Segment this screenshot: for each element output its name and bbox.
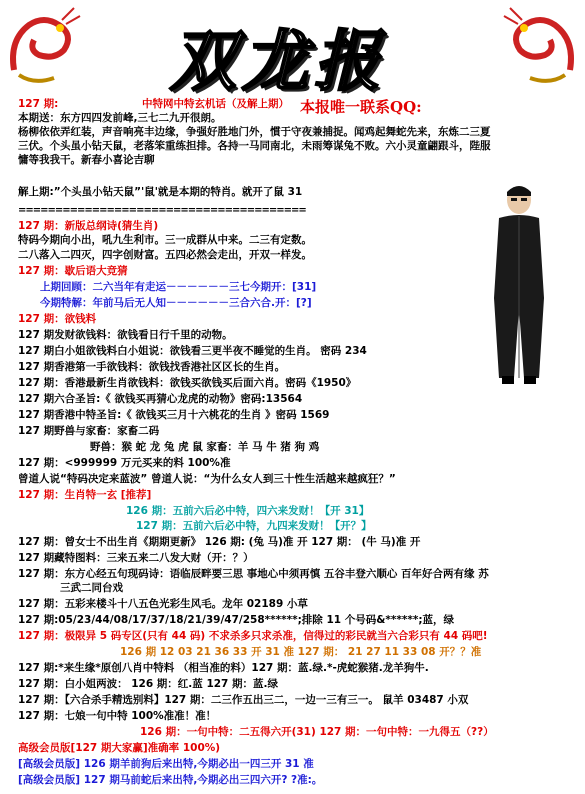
misc-line: 127 期：五彩来楼斗十八五色光彩生风毛。龙年 02189 小草 [18,598,308,610]
contact-qq: 本报唯一联系QQ: [300,98,422,116]
last-answer: 解上期:”个头虽小钻天鼠”'鼠'就是本期的特肖。就开了鼠 31 [18,186,303,198]
misc-line: 127 期藏特图料：三来五来二八发大财（开：？） [18,552,254,564]
misc-line: 127 期：曾女士不出生肖《期期更新》 126 期: (兔 马)准 开 127 期： (牛 马)准 开 [18,536,421,548]
zodiac-line-127: 127 期：五前六后必中特，九四来发财！【开？】 [136,520,372,532]
money-line: 127 期白小姐欲钱料白小姐说：欲钱看三更半夜不睡觉的生肖。 密码 234 [18,345,367,357]
money-line: 127 期香港中特圣旨:《 欲钱买三月十六桃花的生肖 》密码 1569 [18,409,330,421]
riddle-last-review: 上期回顾：二六当年有走运－－－－－－三七今期开：[31] [40,281,317,293]
misc-line: 126 期：一句中特：二五得六开(31) 127 期：一句中特：一九得五（??） [140,726,494,738]
money-line: 曾道人说“特码决定来蓝波” 曾道人说：“为什么女人到三十性生活越来越疯狂？” [18,473,396,485]
misc-line: 127 期：极限异 5 码专区(只有 44 码) 不求杀多只求杀准，信得过的彩民就当六合彩只有 44 码吧! [18,630,488,642]
intro-line-3: 三伏。个头虽小钻天鼠，老落笨重练担排。各持一马同南北，未雨筹谋兔不败。六小灵童翩跟斗，陛服 [18,140,491,152]
poem-line-1: 特码今期向小出，吼九生利市。三一成群从中来。二三有定数。 [18,234,312,246]
page-title: 双龙报 [170,22,386,100]
header-issue: 127 期: [18,98,59,110]
header-headline: 中特网中特玄机话（及解上期） [142,98,289,110]
person-image [484,178,554,388]
misc-line: 127 期:*来生缘*原创八肖中特料 （相当准的料）127 期：蓝.绿.*-虎蛇猴猪.龙羊狗牛. [18,662,429,674]
vip-line: [高级会员版] 127 期马前蛇后来出特,今期必出三四六开? ?准:。 [18,774,323,786]
poem-line-2: 二八落入二四灭，四字创财富。五四必然会走出，开双一样发。 [18,249,312,261]
money-line: 127 期野兽与家畜：家畜二码 [18,425,160,437]
misc-line: 126 期 12 03 21 36 33 开 31 准 127 期： 21 27 11 33 08 开？？准 [120,646,482,658]
money-line: 127 期：香港最新生肖欲钱料：欲钱买欲钱买后面六肖。密码《1950》 [18,377,357,389]
misc-line: 127 期：白小姐两波： 126 期：红.蓝 127 期：蓝.绿 [18,678,279,690]
misc-line: 三武二同台戏 [60,582,123,594]
zodiac-line-126: 126 期：五前六后必中特，四六来发财！【开 31】 [126,505,370,517]
riddle-heading: 127 期：歇后语大竞猜 [18,265,128,277]
money-heading: 127 期：欲钱料 [18,313,97,325]
money-line: 127 期香港第一手欲钱料：欲钱找香港社区区长的生肖。 [18,361,286,373]
money-line: 127 期发财欲钱料：欲钱看日行千里的动物。 [18,329,233,341]
misc-line: 127 期:05/23/44/08/17/37/18/21/39/47/258******;排除 11 个号码&******;蓝，绿 [18,614,455,626]
dragon-left-image [4,0,84,90]
zodiac-heading: 127 期：生肖特一玄 [推荐] [18,489,152,501]
money-line: 127 期：<999999 万元买来的料 100%准 [18,457,231,469]
intro-line-1: 本期送：东方四四发前峰,三七二九开很朗。 [18,112,222,124]
money-line: 127 期六合圣旨:《 欲钱买再猜心龙虎的动物》密码:13564 [18,393,303,405]
intro-line-2: 杨柳依依弄红装，声音响亮丰边缘，争强好胜地门外，慣于守夜兼捕捉。闻鸡起舞蛇先来，东炼二三夏 [18,126,491,138]
poem-heading: 127 期：新版总纲诗(猜生肖) [18,220,159,232]
vip-heading: 高级会员版[127 期大家赢]准确率 100%) [18,742,221,754]
intro-line-4: 慵等我我干。新春小喜论吉聊 [18,154,155,166]
money-line: 野兽：猴 蛇 龙 兔 虎 鼠 家畜：羊 马 牛 猪 狗 鸡 [90,441,320,453]
vip-line: [高级会员版] 126 期羊前狗后来出特,今期必出一四三开 31 准 [18,758,314,770]
dragon-right-image [500,0,580,90]
misc-line: 127 期：东方心经五句现码诗：语临辰畔要三思 事地心中须再慎 五谷丰登六顺心 百年好合两有缘 苏 [18,568,489,580]
riddle-this-issue: 今期特解：年前马后无人知－－－－－－三合六合.开：[?] [40,297,312,309]
separator: ======================================= [18,205,306,216]
misc-line: 127 期：【六合杀手精选别料】127 期：二三作五出三二，一边一三有三一。 鼠羊 03487 小双 [18,694,469,706]
misc-line: 127 期：七娘一句中特 100%准准！准！ [18,710,217,722]
